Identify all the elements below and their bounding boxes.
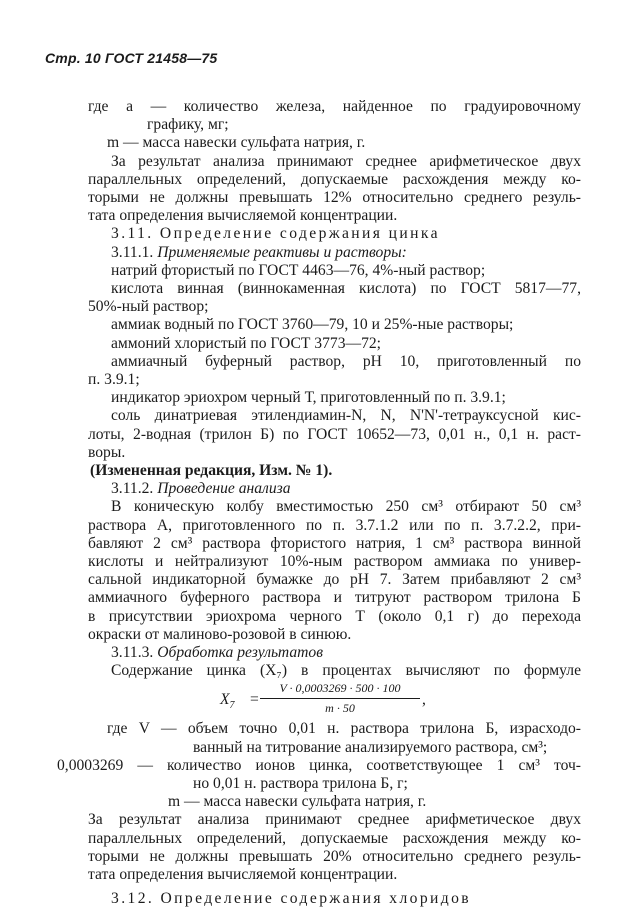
where-line: но 0,01 н. раствора трилона Б, г; [193,775,408,792]
result-line: тата определения вычисляемой концентрации. [88,866,398,883]
calc-intro: Содержание цинка (X₇) в процентах вычисляют по формуле [111,662,581,680]
procedure-line: окраски от малиново-розовой в синюю. [88,625,352,643]
subsection-heading: 3.11.2. Проведение анализа [111,480,291,498]
reagent-line: кислота винная (виннокаменная кислота) по ГОСТ 5817—77, [111,280,581,297]
where-line: где V — объем точно 0,01 н. раствора трилона Б, израсходо- [107,720,581,738]
reagent-line: аммиак водный по ГОСТ 3760—79, 10 и 25%-ные растворы; [111,316,514,334]
result-line: торыми не должны превышать 20% относительно среднего резуль- [88,847,581,865]
result-line: торыми не должны превышать 12% относительно среднего резуль- [88,189,581,206]
result-line: параллельных определений, допускаемые расхождения между ко- [88,829,581,847]
procedure-line: кислоты и нейтрализуют 10%-ным раствором аммиака по универ- [88,553,581,570]
result-line: параллельных определений, допускаемые расхождения между ко- [88,170,581,188]
where-line: 0,0003269 — количество ионов цинка, соответствующее 1 см³ точ- [57,756,581,774]
reagent-line: п. 3.9.1; [88,371,140,388]
where-a-line: где a — количество железа, найденное по градуировочному [88,98,581,115]
formula-fraction-bar [260,698,420,699]
reagent-line: 50%-ный раствор; [88,298,209,316]
result-line: За результат анализа принимают среднее арифметическое двух [111,152,581,170]
zinc-formula: $X_7$ = V · 0,0003269 · 500 · 100 m · 50 , [220,681,426,716]
subsection-heading: 3.11.1. Применяемые реактивы и растворы: [111,243,407,261]
procedure-line: В коническую колбу вместимостью 250 см³ отбирают 50 см³ [111,498,581,516]
procedure-line: в присутствии эриохрома черного Т (около 0,1 г) до перехода [88,607,581,625]
reagent-line: соль динатриевая этилендиамин-N, N, N'N'-тетрауксусной кис- [111,407,581,425]
formula-numerator: V · 0,0003269 · 500 · 100 [279,681,401,696]
result-line: За результат анализа принимают среднее арифметическое двух [88,811,581,829]
procedure-line: аммиачного буферного раствора и титруют раствором трилона Б [88,589,581,607]
procedure-line: раствора А, приготовленного по п. 3.7.1.2 или по п. 3.7.2.2, при- [88,516,581,534]
reagent-line: воры. [88,443,126,461]
procedure-line: сальной индикаторной бумажке до pH 7. Затем прибавляют 2 см³ [88,571,581,589]
reagent-line: лоты, 2-водная (трилон Б) по ГОСТ 10652—73, 0,01 н., 0,1 н. раст- [88,425,581,443]
where-a-cont: графику, мг; [147,116,229,134]
section-title: 3.11. Определение содержания цинка [111,225,440,243]
formula-denominator: m · 50 [325,701,355,716]
reagent-line: аммиачный буферный раствор, pH 10, приготовленный по [111,352,581,370]
section-title-312: 3.12. Определение содержания хлоридов [111,890,472,908]
reagent-line: аммоний хлористый по ГОСТ 3773—72; [111,334,382,352]
procedure-line: бавляют 2 см³ раствора фтористого натрия, 1 см³ раствора винной [88,534,581,552]
reagent-line: индикатор эриохром черный Т, приготовленный по п. 3.9.1; [111,389,506,407]
result-line: тата определения вычисляемой концентрации. [88,207,398,225]
formula-lhs: $X_7$ [220,691,235,712]
amendment-note: (Измененная редакция, Изм. № 1). [90,462,333,479]
reagent-line: натрий фтористый по ГОСТ 4463—76, 4%-ный раствор; [111,261,486,279]
where-m-line: m — масса навески сульфата натрия, г. [107,134,366,152]
subsection-heading: 3.11.3. Обработка результатов [111,644,323,661]
where-line: ванный на титрование анализируемого раствора, см³; [193,738,548,756]
where-line: m — масса навески сульфата натрия, г. [168,793,427,811]
page-header: Стр. 10 ГОСТ 21458—75 [45,50,218,66]
